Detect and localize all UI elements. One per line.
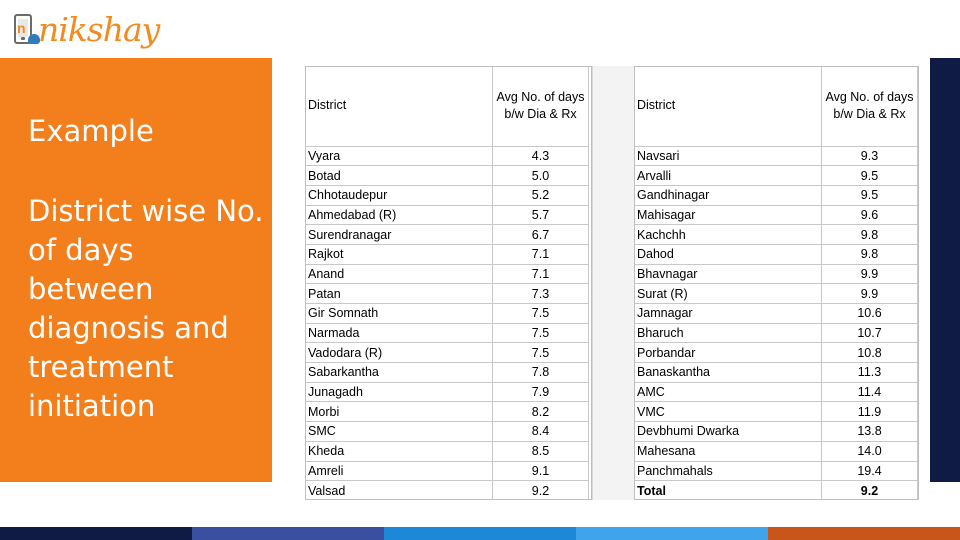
avg-days-value: 9.8 [822, 244, 918, 264]
district-name: Porbandar [635, 343, 822, 363]
avg-days-value: 7.8 [493, 363, 589, 383]
avg-days-value: 11.4 [822, 382, 918, 402]
district-name: Gandhinagar [635, 185, 822, 205]
table-row [635, 225, 918, 245]
avg-days-value: 19.4 [822, 461, 918, 481]
table-row [306, 146, 589, 166]
district-name: Bhavnagar [635, 264, 822, 284]
title-panel [0, 58, 272, 482]
avg-days-value: 9.1 [493, 461, 589, 481]
avg-days-value: 7.5 [493, 304, 589, 324]
table-row [306, 185, 589, 205]
district-name: Banaskantha [635, 363, 822, 383]
district-name: Patan [306, 284, 493, 304]
avg-days-value: 7.5 [493, 343, 589, 363]
district-name: Vadodara (R) [306, 343, 493, 363]
district-name: Sabarkantha [306, 363, 493, 383]
avg-days-value: 7.9 [493, 382, 589, 402]
header-district: District [635, 66, 822, 146]
avg-days-value: 10.7 [822, 323, 918, 343]
table-row [306, 422, 589, 442]
stripe-segment [576, 527, 768, 540]
table-row [306, 363, 589, 383]
panel-description: District wise No. of days between diagnosis and treatment initiation [28, 194, 264, 423]
avg-days-value: 8.5 [493, 441, 589, 461]
avg-days-value: 4.3 [493, 146, 589, 166]
district-name: Mahisagar [635, 205, 822, 225]
table-row [306, 343, 589, 363]
district-table-left [305, 66, 589, 500]
district-name: Mahesana [635, 441, 822, 461]
logo-phone-letter: n [17, 20, 26, 36]
avg-days-value: 6.7 [493, 225, 589, 245]
table-row [635, 363, 918, 383]
stripe-segment [768, 527, 960, 540]
table-row [635, 382, 918, 402]
avg-days-value: 7.1 [493, 264, 589, 284]
table-row [306, 244, 589, 264]
district-name: Ahmedabad (R) [306, 205, 493, 225]
district-name: VMC [635, 402, 822, 422]
avg-days-value: 7.1 [493, 244, 589, 264]
avg-days-value: 11.3 [822, 363, 918, 383]
avg-days-value: 9.6 [822, 205, 918, 225]
table-row [635, 304, 918, 324]
table-row [306, 225, 589, 245]
district-name: Navsari [635, 146, 822, 166]
table-row [306, 284, 589, 304]
table-row [306, 441, 589, 461]
table-row [635, 402, 918, 422]
header-district: District [306, 66, 493, 146]
district-name: Botad [306, 166, 493, 186]
avg-days-value: 9.9 [822, 264, 918, 284]
header-avg-days: Avg No. of days b/w Dia & Rx [493, 66, 589, 146]
avg-days-value: 8.4 [493, 422, 589, 442]
avg-days-value: 7.5 [493, 323, 589, 343]
table-row [635, 166, 918, 186]
avg-days-value: 9.5 [822, 166, 918, 186]
district-name: Amreli [306, 461, 493, 481]
table-row [635, 284, 918, 304]
side-accent-bar [930, 58, 960, 482]
district-name: Surendranagar [306, 225, 493, 245]
total-label: Total [635, 481, 822, 501]
table-row [306, 304, 589, 324]
avg-days-value: 5.0 [493, 166, 589, 186]
table-row [306, 205, 589, 225]
district-table-right [634, 66, 918, 500]
table-row [306, 382, 589, 402]
district-name: SMC [306, 422, 493, 442]
avg-days-value: 10.8 [822, 343, 918, 363]
avg-days-value: 9.3 [822, 146, 918, 166]
district-name: Junagadh [306, 382, 493, 402]
district-name: Panchmahals [635, 461, 822, 481]
total-value: 9.2 [822, 481, 918, 501]
stripe-segment [192, 527, 384, 540]
avg-days-value: 5.7 [493, 205, 589, 225]
table-gap [592, 66, 634, 500]
avg-days-value: 9.2 [493, 481, 589, 501]
district-name: AMC [635, 382, 822, 402]
avg-days-value: 14.0 [822, 441, 918, 461]
avg-days-value: 9.5 [822, 185, 918, 205]
avg-days-value: 9.8 [822, 225, 918, 245]
district-name: Dahod [635, 244, 822, 264]
table-row [306, 481, 589, 501]
avg-days-value: 8.2 [493, 402, 589, 422]
district-name: Kheda [306, 441, 493, 461]
stripe-segment [0, 527, 192, 540]
avg-days-value: 9.9 [822, 284, 918, 304]
avg-days-value: 11.9 [822, 402, 918, 422]
district-name: Anand [306, 264, 493, 284]
bottom-color-stripe [0, 527, 960, 540]
stripe-segment [384, 527, 576, 540]
table-row [635, 323, 918, 343]
table-row [635, 244, 918, 264]
table-row [306, 461, 589, 481]
district-name: Surat (R) [635, 284, 822, 304]
panel-heading: Example [28, 114, 154, 148]
table-row [635, 422, 918, 442]
nikshay-logo [12, 10, 172, 52]
avg-days-value: 7.3 [493, 284, 589, 304]
district-name: Morbi [306, 402, 493, 422]
avg-days-value: 13.8 [822, 422, 918, 442]
district-name: Valsad [306, 481, 493, 501]
district-name: Vyara [306, 146, 493, 166]
table-row [635, 146, 918, 166]
district-name: Rajkot [306, 244, 493, 264]
table-row [635, 264, 918, 284]
table-row [306, 264, 589, 284]
table-row [635, 205, 918, 225]
avg-days-value: 5.2 [493, 185, 589, 205]
district-name: Bharuch [635, 323, 822, 343]
table-row [635, 343, 918, 363]
district-name: Chhotaudepur [306, 185, 493, 205]
table-row [635, 441, 918, 461]
avg-days-value: 10.6 [822, 304, 918, 324]
total-row [635, 481, 918, 501]
district-name: Gir Somnath [306, 304, 493, 324]
district-name: Arvalli [635, 166, 822, 186]
table-row [635, 461, 918, 481]
logo-text: nikshay [38, 10, 160, 49]
header-avg-days: Avg No. of days b/w Dia & Rx [822, 66, 918, 146]
table-row [306, 323, 589, 343]
district-name: Jamnagar [635, 304, 822, 324]
table-row [306, 166, 589, 186]
district-name: Devbhumi Dwarka [635, 422, 822, 442]
district-name: Kachchh [635, 225, 822, 245]
table-row [635, 185, 918, 205]
district-name: Narmada [306, 323, 493, 343]
table-row [306, 402, 589, 422]
